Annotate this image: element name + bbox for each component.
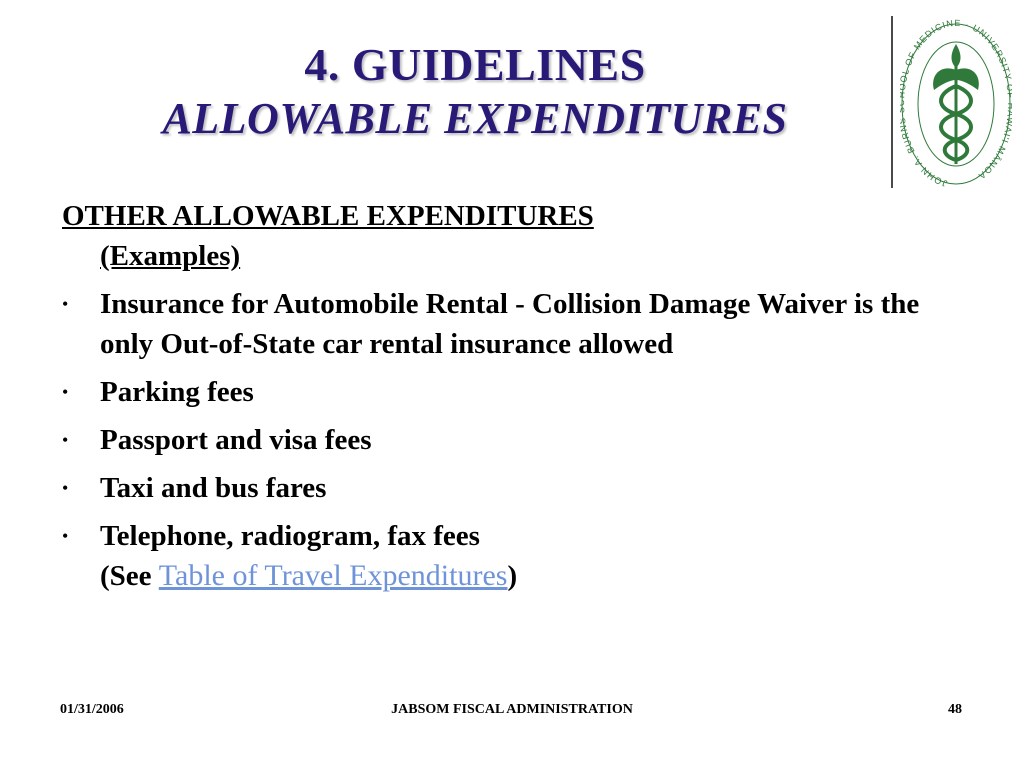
see-also-note [100,556,962,596]
heading-line-1: OTHER ALLOWABLE EXPENDITURES [62,200,594,232]
title-line-1: 4. GUIDELINES [304,39,646,90]
slide-number: 48 [948,702,962,717]
bullet-icon: • [62,526,69,546]
caduceus-seal-icon [900,14,1012,190]
bullet-icon: • [62,294,69,314]
title-line-2: ALLOWABLE EXPENDITURES [162,94,788,143]
title-divider [891,16,893,188]
note-suffix: ) [507,560,518,592]
travel-expenditures-link[interactable]: Table of Travel Expenditures [158,559,508,592]
list-item [62,420,962,460]
bullet-icon: • [62,478,69,498]
bullet-text: Telephone, radiogram, fax fees [100,520,480,552]
slide-body [62,196,962,596]
list-item [62,468,962,508]
section-heading [62,196,962,276]
bullet-text: Insurance for Automobile Rental - Collision Damage Waiver is the only Out-of-State car rental insurance allowed [100,288,920,360]
jabsom-logo [900,14,1012,190]
list-item [62,516,962,596]
footer-date: 01/31/2006 [60,702,124,717]
list-item [62,284,962,364]
list-item [62,372,962,412]
logo-ring-text: JOHN A. BUR L OF MEDICINE · UNIVERSIT I'I MĀNOA [900,17,1012,189]
bullet-text: Parking fees [100,376,254,408]
bullet-icon: • [62,382,69,402]
footer-organization: JABSOM FISCAL ADMINISTRATION [391,702,633,717]
bullet-text: Passport and visa fees [100,424,372,456]
bullet-list [62,284,962,596]
bullet-icon: • [62,430,69,450]
heading-line-2: (Examples) [100,240,241,272]
note-prefix: (See [100,560,159,592]
bullet-text: Taxi and bus fares [100,472,327,504]
slide-title [60,38,890,146]
